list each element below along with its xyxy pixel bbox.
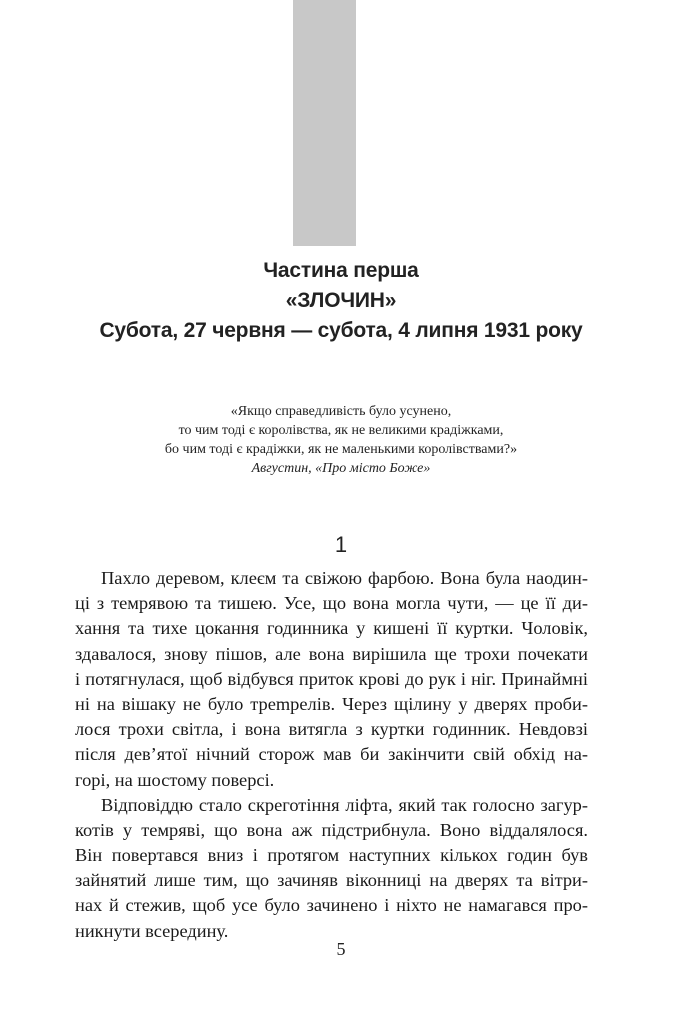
paragraph	[75, 793, 588, 944]
paragraph	[75, 566, 588, 793]
part-label: Частина перша	[263, 259, 419, 282]
chapter-number: 1	[334, 532, 348, 557]
text-line: здавалося, знову пішов, але вона вирішила ще трохи почекати	[75, 643, 588, 664]
chapter-tab-bar	[293, 0, 356, 246]
text-line: лося трохи світла, і вона витягла з куртки годинник. Невдовзі	[75, 719, 588, 740]
text-line: зайнятий лише тим, що зачиняв віконниці на дверях та вітри-	[75, 870, 588, 891]
text-line: котів у темряві, що вона аж підстрибнула. Воно віддалялося.	[75, 819, 588, 840]
part-dates: Субота, 27 червня — субота, 4 липня 1931 року	[99, 319, 583, 342]
text-line: і потягнулася, щоб відбувся приток крові до рук і ніг. Принаймні	[75, 668, 588, 689]
text-line: ні на вішаку не було трempелів. Через щілину у дверях проби-	[75, 693, 588, 714]
epigraph	[0, 402, 682, 478]
chapter-body	[75, 566, 588, 944]
text-line: ці з темрявою та тишею. Усе, що вона могла чути, — це її ди-	[75, 593, 588, 614]
page-number: 5	[336, 939, 346, 959]
epigraph-line: то чим тоді є королівства, як не великими крадіжками,	[178, 423, 504, 438]
text-line: никнути всередину.	[75, 920, 229, 941]
epigraph-line: «Якщо справедливість було усунено,	[230, 404, 452, 419]
text-line: Пахло деревом, клеєм та свіжою фарбою. Вона була наодин-	[101, 568, 588, 588]
text-line: нах й стежив, щоб усе було зачинено і ніхто не намагався про-	[75, 895, 588, 916]
text-line: Він повертався вниз і протягом наступних кількох годин був	[75, 845, 588, 866]
part-title: «ЗЛОЧИН»	[285, 289, 397, 312]
epigraph-line: бо чим тоді є крадіжки, як не маленькими королівствами?»	[164, 442, 518, 457]
text-line: Відповіддю стало скреготіння ліфта, який так голосно загур-	[101, 794, 588, 815]
text-line: горі, на шостому поверсі.	[75, 769, 275, 790]
text-line: після дев’ятої нічний сторож мав би закінчити свій обхід на-	[75, 744, 588, 765]
epigraph-attribution: Августин, «Про місто Боже»	[251, 461, 431, 476]
text-line: хання та тихе цокання годинника у кишені її куртки. Чоловік,	[75, 618, 588, 639]
part-heading	[0, 256, 682, 346]
